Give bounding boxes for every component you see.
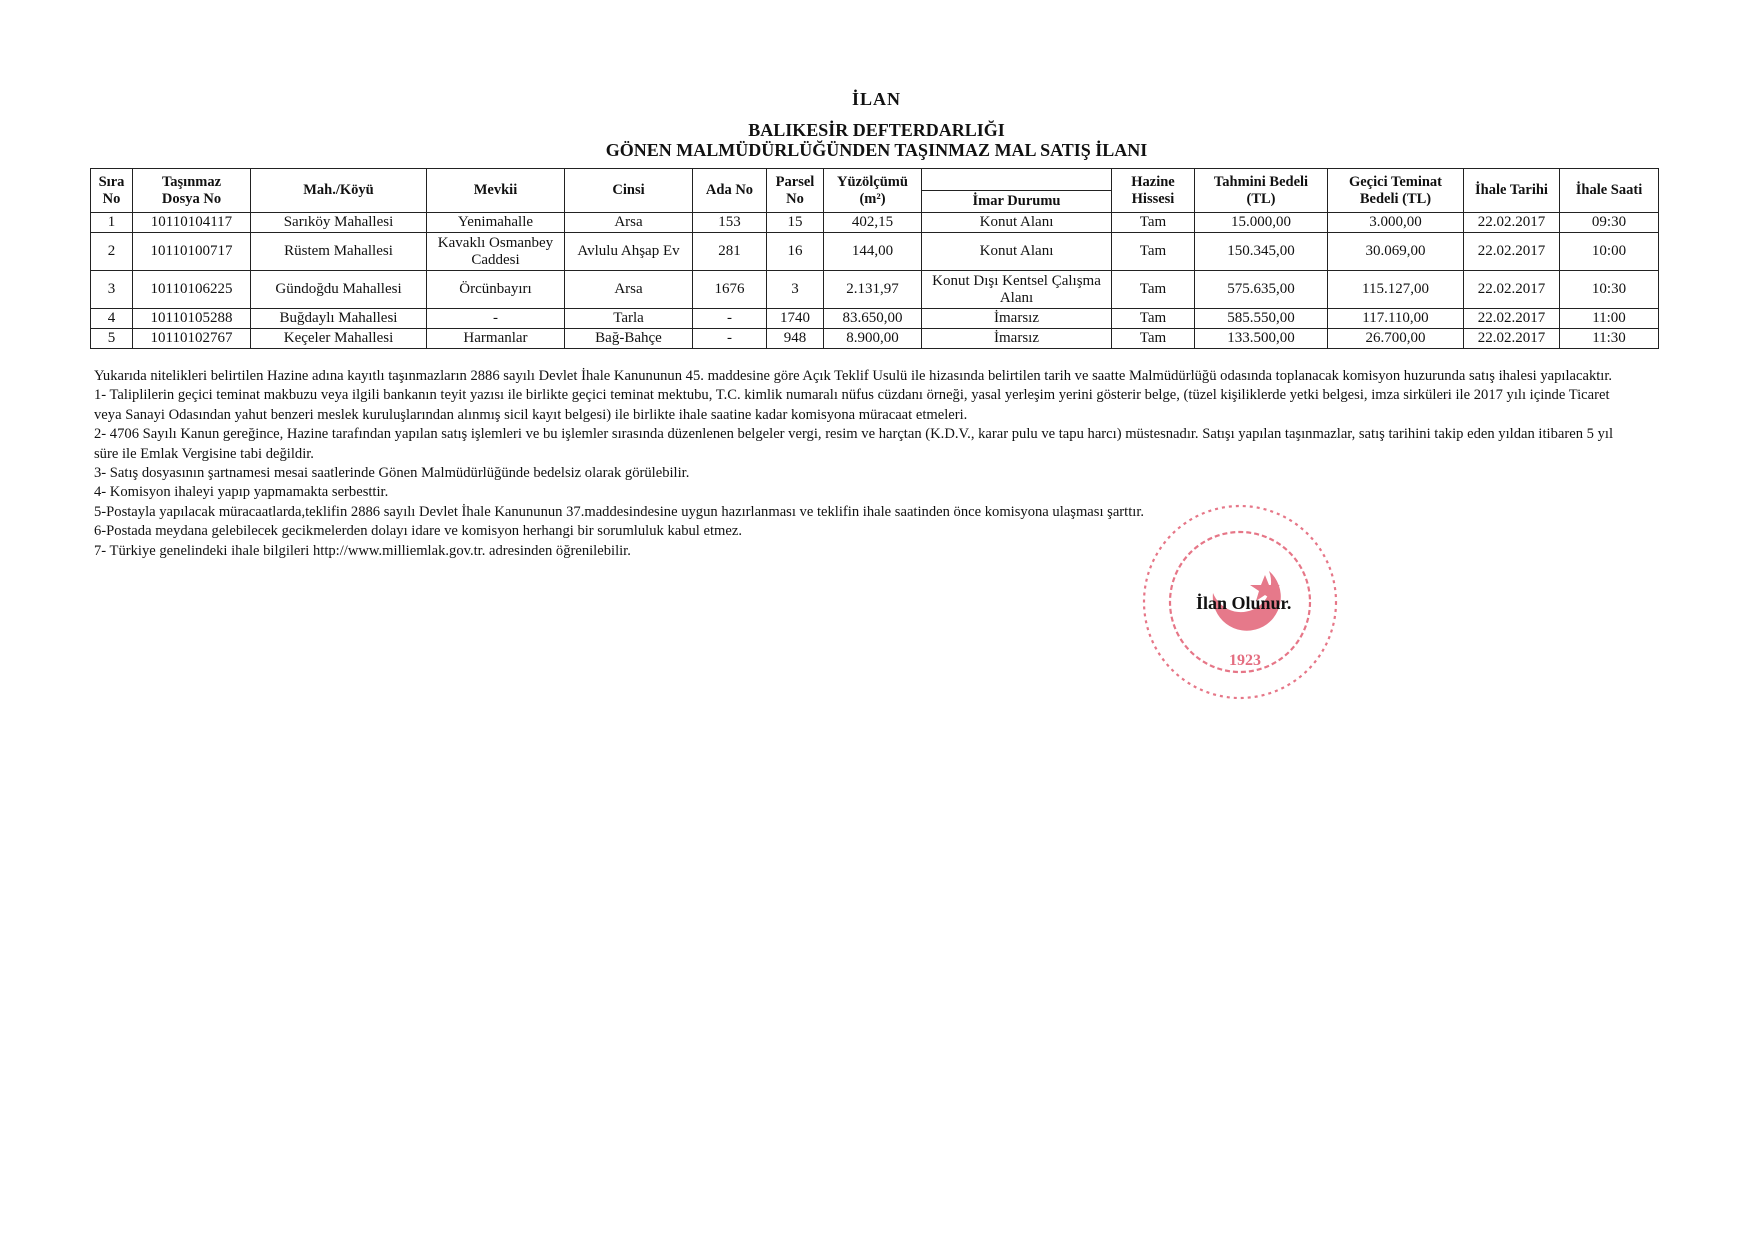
cell-tarih: 22.02.2017 [1464,213,1560,233]
cell-imar: Konut Alanı [922,213,1112,233]
cell-tarih: 22.02.2017 [1464,329,1560,349]
header-yuzolcumu: Yüzölçümü (m²) [824,169,922,213]
cell-teminat: 115.127,00 [1328,271,1464,309]
cell-dosya: 10110105288 [133,309,251,329]
cell-parsel: 16 [767,233,824,271]
note-item: 4- Komisyon ihaleyi yapıp yapmamakta serbesttir. [94,484,389,501]
header-mevkii: Mevkii [427,169,565,213]
cell-saat: 10:30 [1560,271,1659,309]
header-imar: İmar Durumu [922,191,1112,213]
header-cinsi: Cinsi [565,169,693,213]
cell-dosya: 10110102767 [133,329,251,349]
cell-teminat: 26.700,00 [1328,329,1464,349]
cell-teminat: 117.110,00 [1328,309,1464,329]
cell-hazine: Tam [1112,213,1195,233]
cell-saat: 11:00 [1560,309,1659,329]
cell-sira: 2 [91,233,133,271]
header-teminat: Geçici Teminat Bedeli (TL) [1328,169,1464,213]
note-item: 5-Postayla yapılacak müracaatlarda,teklifin 2886 sayılı Devlet İhale Kanununun 37.maddesindesine uygun hazırlanması ve teklifin ihale saatinden önce komisyona ulaşması şarttır. [94,503,1145,520]
header-dosya: Taşınmaz Dosya No [133,169,251,213]
document-title: İLAN [851,89,901,109]
cell-saat: 11:30 [1560,329,1659,349]
cell-tarih: 22.02.2017 [1464,271,1560,309]
property-table [90,168,1659,349]
table-row [91,213,1659,233]
cell-yuzolcumu: 2.131,97 [824,271,922,309]
cell-hazine: Tam [1112,329,1195,349]
cell-hazine: Tam [1112,309,1195,329]
header [0,88,1753,160]
cell-saat: 10:00 [1560,233,1659,271]
header-mah: Mah./Köyü [251,169,427,213]
cell-yuzolcumu: 8.900,00 [824,329,922,349]
cell-dosya: 10110100717 [133,233,251,271]
cell-sira: 1 [91,213,133,233]
note-item: 1- Taliplilerin geçici teminat makbuzu veya ilgili bankanın teyit yazısı ile birlikte geçici teminat mektubu, T.C. kimlik numaralı nüfus cüzdanı örneği, yasal yerleşim yerini gösterir belge, (tüzel kişiliklerde yetki belgesi, imza sirküleri ile 2017 yılı içinde Ticaret veya Sanayi Odasından yahut benzeri meslek kuruluşlarından alınmış sicil kayıt belgesi) ile birlikte ihale saatine kadar komisyona müracaat etmeleri. [94,387,1610,423]
cell-mah: Keçeler Mahallesi [251,329,427,349]
intro-paragraph: Yukarıda nitelikleri belirtilen Hazine adına kayıtlı taşınmazların 2886 sayılı Devlet İhale Kanununun 45. maddesine göre Açık Teklif Usulü ile hizasında belirtilen tarih ve saatte Malmüdürlüğü odasında toplanacak komisyon huzurunda satış ihalesi yapılacaktır. [94,368,1613,384]
cell-hazine: Tam [1112,233,1195,271]
cell-mevkii: Yenimahalle [427,213,565,233]
header-sira: Sıra No [91,169,133,213]
cell-ada: - [693,329,767,349]
cell-mevkii: Örcünbayırı [427,271,565,309]
cell-tahmini: 575.635,00 [1195,271,1328,309]
cell-mevkii: - [427,309,565,329]
cell-cinsi: Avlulu Ahşap Ev [565,233,693,271]
note-item: 6-Postada meydana gelebilecek gecikmelerden dolayı idare ve komisyon herhangi bir sorumluluk kabul etmez. [94,523,742,540]
header-ada: Ada No [693,169,767,213]
cell-mah: Gündoğdu Mahallesi [251,271,427,309]
cell-dosya: 10110104117 [133,213,251,233]
cell-hazine: Tam [1112,271,1195,309]
cell-cinsi: Arsa [565,271,693,309]
cell-ada: - [693,309,767,329]
cell-imar: İmarsız [922,329,1112,349]
cell-tahmini: 150.345,00 [1195,233,1328,271]
table-row [91,309,1659,329]
header-parsel: Parsel No [767,169,824,213]
cell-ada: 1676 [693,271,767,309]
cell-mah: Sarıköy Mahallesi [251,213,427,233]
cell-sira: 5 [91,329,133,349]
office-name: BALIKESİR DEFTERDARLIĞI [748,120,1005,140]
closing-text: İlan Olunur. [1196,593,1292,613]
table-row [91,329,1659,349]
table-row [91,271,1659,309]
note-item: 2- 4706 Sayılı Kanun gereğince, Hazine tarafından yapılan satış işlemleri ve bu işlemler sırasında düzenlenen belgeler vergi, resim ve harçtan (K.D.V., karar pulu ve tapu harcı) müstesnadır. Satışı yapılan taşınmazlar, satış tarihini takip eden yıldan itibaren 5 yıl süre ile Emlak Vergisine tabi değildir. [94,426,1613,462]
cell-imar: İmarsız [922,309,1112,329]
cell-tahmini: 15.000,00 [1195,213,1328,233]
header-saat: İhale Saati [1560,169,1659,213]
notes-section [94,367,1634,561]
cell-tarih: 22.02.2017 [1464,233,1560,271]
cell-imar: Konut Alanı [922,233,1112,271]
cell-mevkii: Harmanlar [427,329,565,349]
cell-mah: Buğdaylı Mahallesi [251,309,427,329]
cell-cinsi: Tarla [565,309,693,329]
header-tarih: İhale Tarihi [1464,169,1560,213]
cell-imar: Konut Dışı Kentsel Çalışma Alanı [922,271,1112,309]
cell-tahmini: 133.500,00 [1195,329,1328,349]
cell-yuzolcumu: 402,15 [824,213,922,233]
cell-mevkii: Kavaklı Osmanbey Caddesi [427,233,565,271]
seal-year: 1923 [1229,652,1261,669]
note-item: 7- Türkiye genelindeki ihale bilgileri http://www.milliemlak.gov.tr. adresinden öğrenilebilir. [94,542,631,559]
cell-teminat: 30.069,00 [1328,233,1464,271]
cell-tahmini: 585.550,00 [1195,309,1328,329]
cell-saat: 09:30 [1560,213,1659,233]
cell-teminat: 3.000,00 [1328,213,1464,233]
document-subtitle: GÖNEN MALMÜDÜRLÜĞÜNDEN TAŞINMAZ MAL SATIŞ İLANI [605,140,1148,160]
cell-sira: 3 [91,271,133,309]
table-row [91,233,1659,271]
cell-mah: Rüstem Mahallesi [251,233,427,271]
cell-ada: 153 [693,213,767,233]
cell-parsel: 1740 [767,309,824,329]
cell-parsel: 948 [767,329,824,349]
cell-parsel: 3 [767,271,824,309]
cell-tarih: 22.02.2017 [1464,309,1560,329]
cell-ada: 281 [693,233,767,271]
note-item: 3- Satış dosyasının şartnamesi mesai saatlerinde Gönen Malmüdürlüğünde bedelsiz olarak görülebilir. [94,465,690,482]
cell-yuzolcumu: 144,00 [824,233,922,271]
cell-dosya: 10110106225 [133,271,251,309]
cell-cinsi: Arsa [565,213,693,233]
header-blank [922,169,1112,191]
cell-parsel: 15 [767,213,824,233]
cell-yuzolcumu: 83.650,00 [824,309,922,329]
header-hazine: Hazine Hissesi [1112,169,1195,213]
cell-cinsi: Bağ-Bahçe [565,329,693,349]
cell-sira: 4 [91,309,133,329]
header-tahmini: Tahmini Bedeli (TL) [1195,169,1328,213]
